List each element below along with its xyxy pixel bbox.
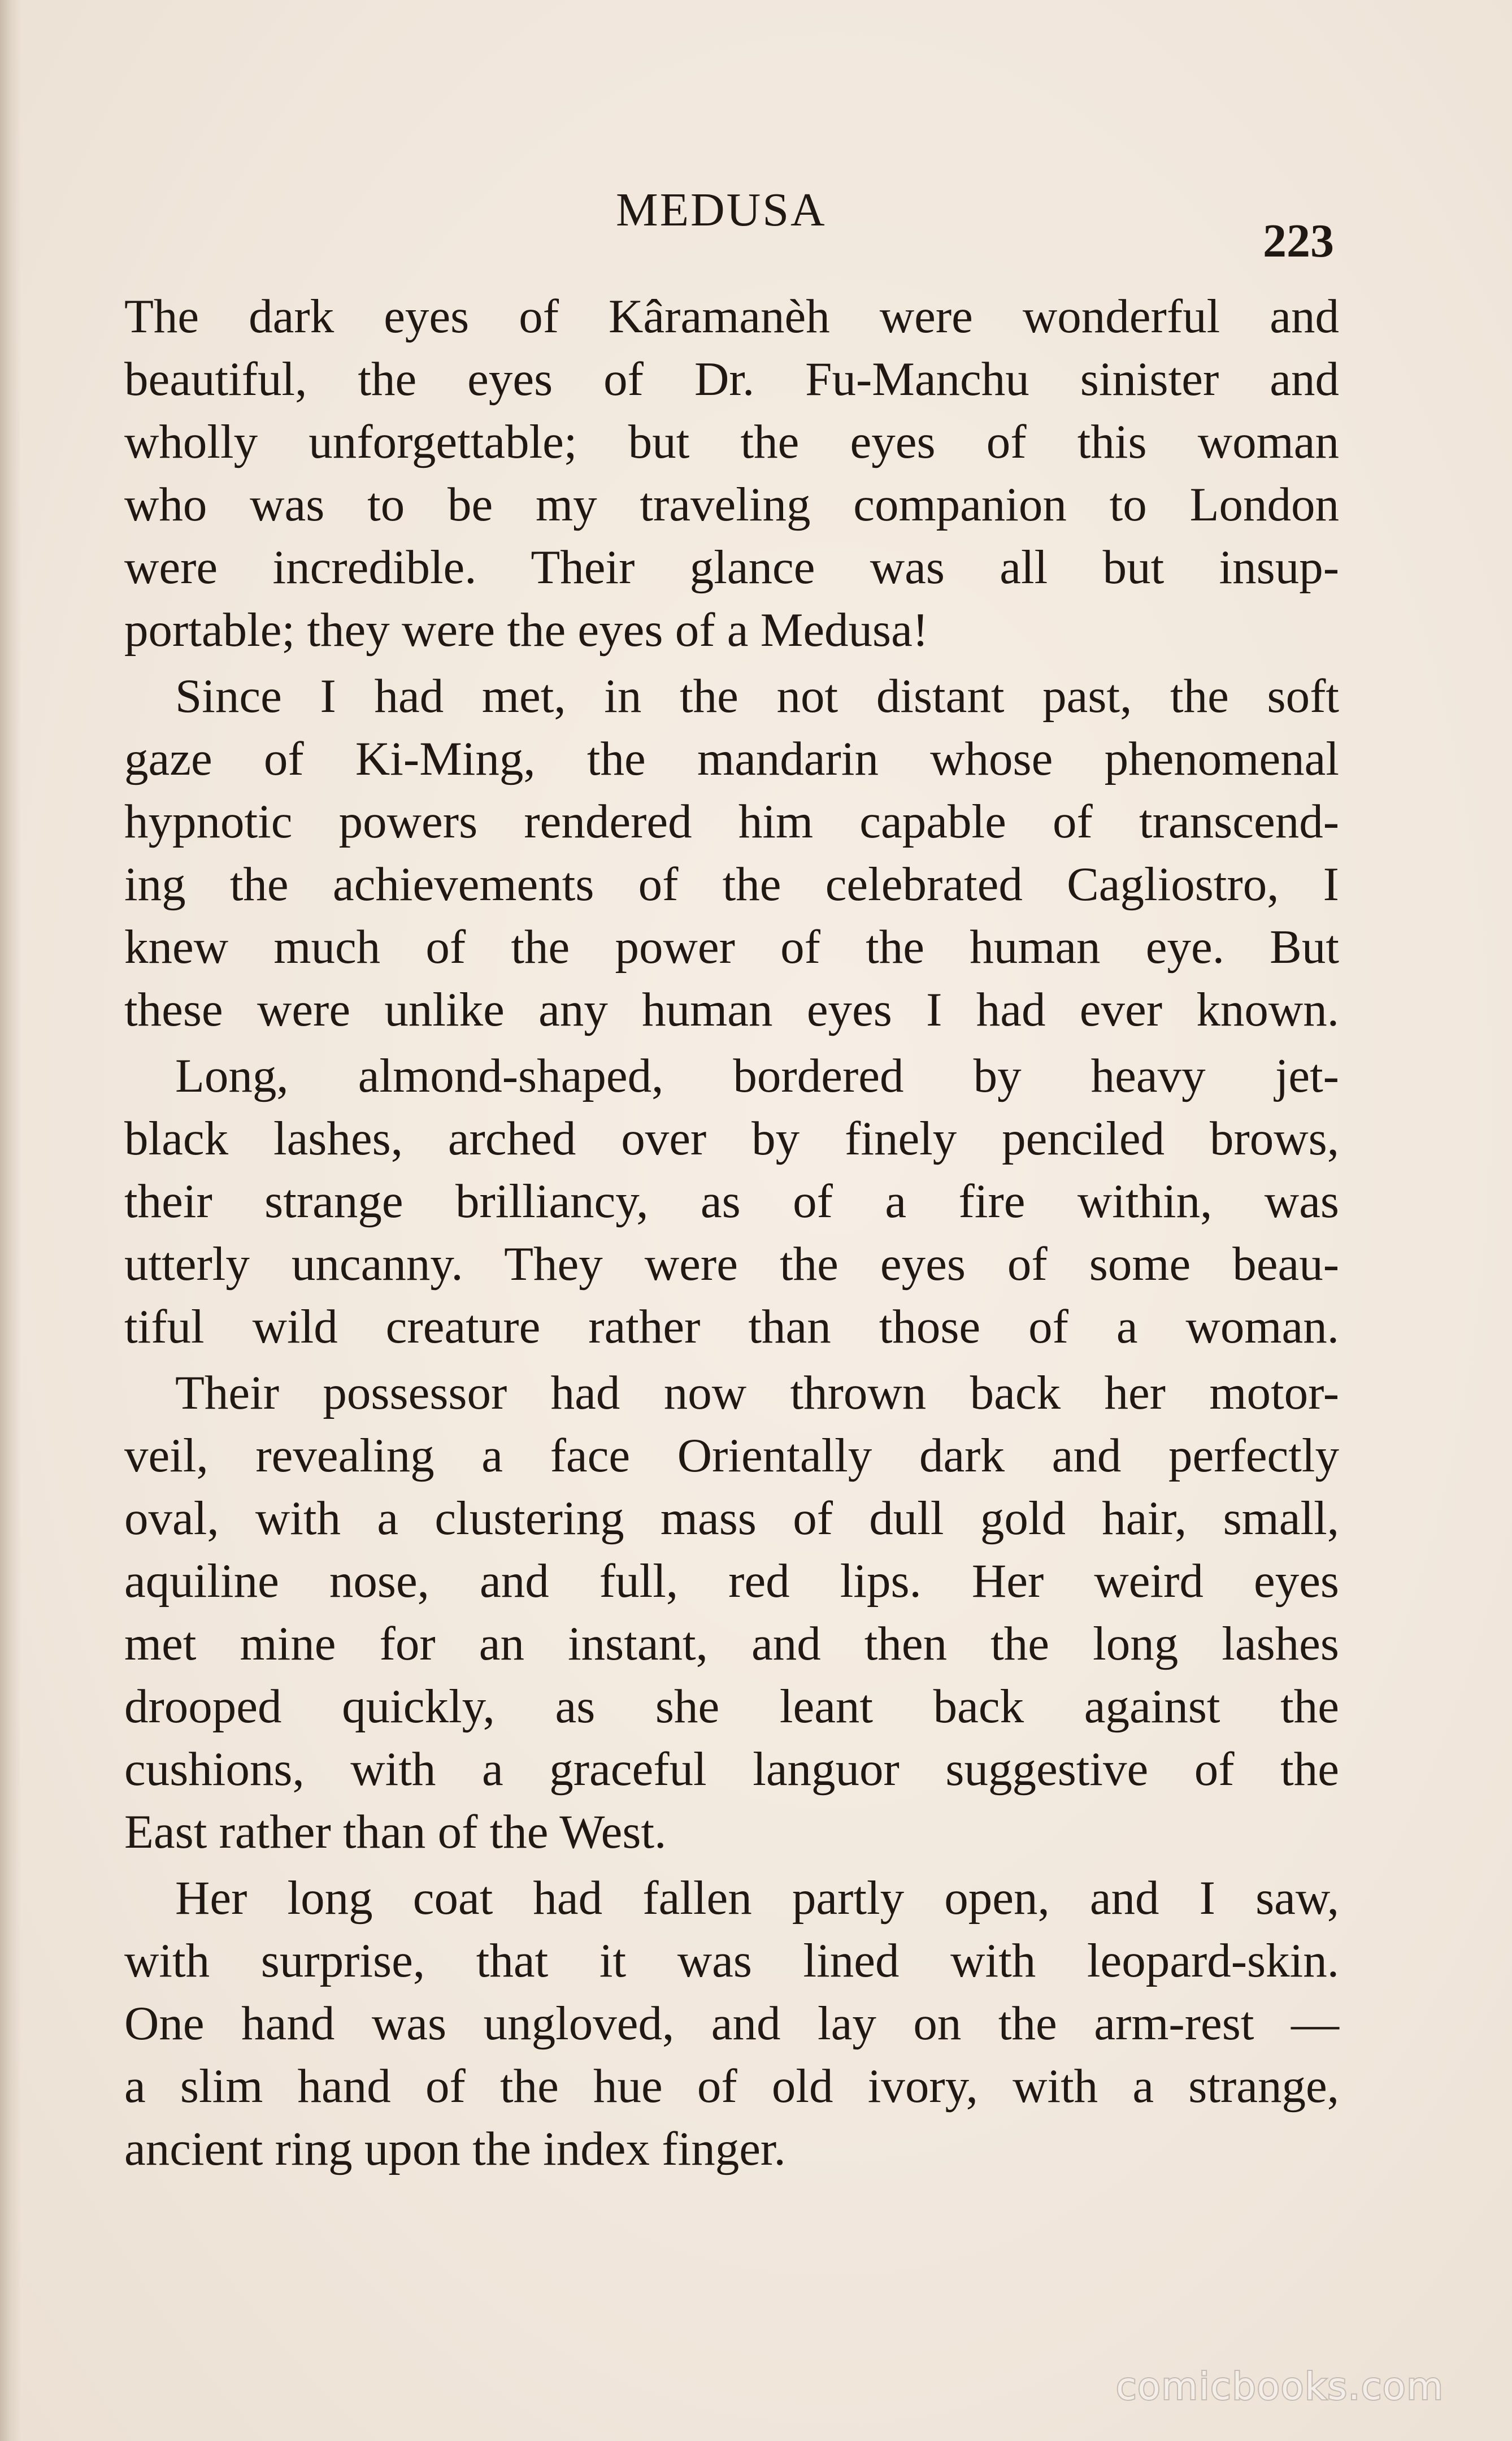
- text-line: tiful wild creature rather than those of a woman.: [124, 1300, 1339, 1353]
- text-line: were incredible. Their glance was all but insup-: [124, 541, 1339, 594]
- text-line: knew much of the power of the human eye. But: [124, 920, 1339, 974]
- text-line: oval, with a clustering mass of dull gold hair, small,: [124, 1492, 1339, 1545]
- text-line: hypnotic powers rendered him capable of transcend-: [124, 795, 1339, 848]
- text-line: portable; they were the eyes of a Medusa!: [124, 603, 929, 657]
- text-line: with surprise, that it was lined with leopard-skin.: [124, 1934, 1339, 1987]
- text-line: drooped quickly, as she leant back against the: [124, 1680, 1339, 1733]
- text-line: East rather than of the West.: [124, 1805, 667, 1858]
- paragraph-3: [124, 1045, 1339, 1358]
- text-line: wholly unforgettable; but the eyes of this woman: [124, 415, 1339, 468]
- text-line: One hand was ungloved, and lay on the arm-rest —: [124, 1997, 1339, 2050]
- paragraph-2: [124, 665, 1339, 1041]
- text-line: gaze of Ki-Ming, the mandarin whose phenomenal: [124, 732, 1339, 785]
- page-number: 223: [1263, 215, 1334, 267]
- text-line: black lashes, arched over by finely penciled brows,: [124, 1112, 1339, 1165]
- text-line: cushions, with a graceful languor suggestive of the: [124, 1743, 1339, 1796]
- paragraph-5: [124, 1867, 1339, 2181]
- text-line: who was to be my traveling companion to London: [124, 478, 1339, 531]
- text-line: ing the achievements of the celebrated Cagliostro, I: [124, 858, 1339, 911]
- text-line: Their possessor had now thrown back her motor-: [175, 1366, 1339, 1419]
- text-line: beautiful, the eyes of Dr. Fu-Manchu sinister and: [124, 353, 1339, 406]
- text-line: a slim hand of the hue of old ivory, with a strange,: [124, 2060, 1339, 2113]
- text-line: utterly uncanny. They were the eyes of some beau-: [124, 1237, 1339, 1291]
- text-line: Since I had met, in the not distant past, the soft: [175, 670, 1339, 723]
- text-line: veil, revealing a face Orientally dark and perfectly: [124, 1429, 1339, 1482]
- body-text: [124, 285, 1339, 2181]
- text-line: these were unlike any human eyes I had ever known.: [124, 983, 1339, 1036]
- page-gutter-shadow: [0, 0, 21, 2441]
- text-line: ancient ring upon the index finger.: [124, 2122, 786, 2175]
- text-line: The dark eyes of Kâramanèh were wonderful and: [124, 290, 1339, 343]
- text-line: their strange brilliancy, as of a fire within, was: [124, 1175, 1339, 1228]
- text-line: aquiline nose, and full, red lips. Her weird eyes: [124, 1554, 1339, 1608]
- running-header-title: MEDUSA: [616, 184, 827, 236]
- paragraph-1: [124, 285, 1339, 662]
- text-line: Long, almond-shaped, bordered by heavy jet-: [175, 1049, 1339, 1102]
- text-line: met mine for an instant, and then the long lashes: [124, 1617, 1339, 1670]
- text-line: Her long coat had fallen partly open, and I saw,: [175, 1871, 1339, 1925]
- watermark: comicbooks.com: [1116, 2365, 1444, 2408]
- paragraph-4: [124, 1362, 1339, 1864]
